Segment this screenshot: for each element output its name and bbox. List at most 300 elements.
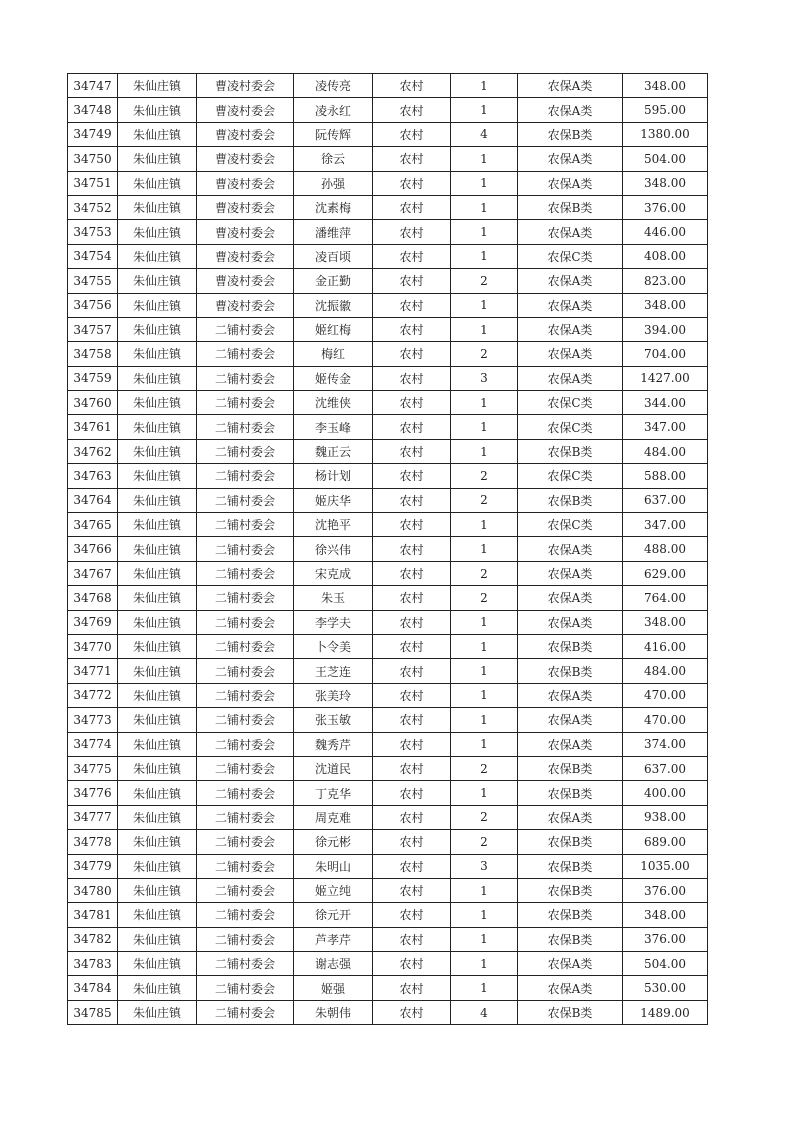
amount-cell: 504.00 (623, 952, 708, 976)
name-cell: 李学夫 (294, 610, 373, 634)
table-row (68, 561, 708, 585)
id-cell: 34760 (68, 391, 118, 415)
category-cell: 农保A类 (518, 537, 623, 561)
name-cell: 沈维侠 (294, 391, 373, 415)
household-type-cell: 农村 (373, 122, 451, 146)
id-cell: 34766 (68, 537, 118, 561)
town-cell: 朱仙庄镇 (118, 415, 197, 439)
household-type-cell: 农村 (373, 683, 451, 707)
table-row (68, 513, 708, 537)
id-cell: 34751 (68, 171, 118, 195)
village-cell: 二铺村委会 (197, 781, 294, 805)
table-row (68, 171, 708, 195)
amount-cell: 408.00 (623, 244, 708, 268)
household-type-cell: 农村 (373, 171, 451, 195)
count-cell: 2 (451, 464, 518, 488)
amount-cell: 637.00 (623, 756, 708, 780)
category-cell: 农保B类 (518, 439, 623, 463)
name-cell: 张美玲 (294, 683, 373, 707)
name-cell: 姬传金 (294, 366, 373, 390)
id-cell: 34770 (68, 634, 118, 658)
village-cell: 二铺村委会 (197, 1000, 294, 1024)
household-type-cell: 农村 (373, 927, 451, 951)
household-type-cell: 农村 (373, 488, 451, 512)
id-cell: 34757 (68, 317, 118, 341)
count-cell: 4 (451, 122, 518, 146)
name-cell: 姬红梅 (294, 317, 373, 341)
count-cell: 1 (451, 74, 518, 98)
count-cell: 1 (451, 659, 518, 683)
count-cell: 1 (451, 683, 518, 707)
name-cell: 周克难 (294, 805, 373, 829)
count-cell: 2 (451, 488, 518, 512)
id-cell: 34779 (68, 854, 118, 878)
household-type-cell: 农村 (373, 878, 451, 902)
table-row (68, 122, 708, 146)
name-cell: 魏秀芹 (294, 732, 373, 756)
category-cell: 农保B类 (518, 634, 623, 658)
category-cell: 农保A类 (518, 98, 623, 122)
town-cell: 朱仙庄镇 (118, 952, 197, 976)
name-cell: 魏正云 (294, 439, 373, 463)
household-type-cell: 农村 (373, 464, 451, 488)
household-type-cell: 农村 (373, 903, 451, 927)
household-type-cell: 农村 (373, 74, 451, 98)
count-cell: 2 (451, 830, 518, 854)
category-cell: 农保B类 (518, 122, 623, 146)
town-cell: 朱仙庄镇 (118, 976, 197, 1000)
village-cell: 二铺村委会 (197, 708, 294, 732)
category-cell: 农保C类 (518, 464, 623, 488)
amount-cell: 689.00 (623, 830, 708, 854)
town-cell: 朱仙庄镇 (118, 220, 197, 244)
id-cell: 34777 (68, 805, 118, 829)
town-cell: 朱仙庄镇 (118, 927, 197, 951)
town-cell: 朱仙庄镇 (118, 244, 197, 268)
count-cell: 1 (451, 98, 518, 122)
household-type-cell: 农村 (373, 537, 451, 561)
town-cell: 朱仙庄镇 (118, 195, 197, 219)
table-row (68, 488, 708, 512)
table-row (68, 830, 708, 854)
amount-cell: 823.00 (623, 269, 708, 293)
village-cell: 曹凌村委会 (197, 122, 294, 146)
amount-cell: 704.00 (623, 342, 708, 366)
amount-cell: 347.00 (623, 415, 708, 439)
category-cell: 农保A类 (518, 74, 623, 98)
category-cell: 农保B类 (518, 903, 623, 927)
name-cell: 凌永红 (294, 98, 373, 122)
name-cell: 徐云 (294, 147, 373, 171)
village-cell: 二铺村委会 (197, 805, 294, 829)
count-cell: 1 (451, 781, 518, 805)
table-row (68, 732, 708, 756)
amount-cell: 446.00 (623, 220, 708, 244)
count-cell: 3 (451, 854, 518, 878)
village-cell: 二铺村委会 (197, 683, 294, 707)
amount-cell: 347.00 (623, 513, 708, 537)
household-type-cell: 农村 (373, 391, 451, 415)
id-cell: 34772 (68, 683, 118, 707)
amount-cell: 504.00 (623, 147, 708, 171)
name-cell: 梅红 (294, 342, 373, 366)
category-cell: 农保B类 (518, 830, 623, 854)
household-type-cell: 农村 (373, 610, 451, 634)
count-cell: 1 (451, 439, 518, 463)
id-cell: 34780 (68, 878, 118, 902)
town-cell: 朱仙庄镇 (118, 439, 197, 463)
name-cell: 沈振徽 (294, 293, 373, 317)
town-cell: 朱仙庄镇 (118, 122, 197, 146)
amount-cell: 484.00 (623, 659, 708, 683)
village-cell: 二铺村委会 (197, 439, 294, 463)
name-cell: 宋克成 (294, 561, 373, 585)
town-cell: 朱仙庄镇 (118, 537, 197, 561)
town-cell: 朱仙庄镇 (118, 147, 197, 171)
category-cell: 农保C类 (518, 513, 623, 537)
count-cell: 4 (451, 1000, 518, 1024)
id-cell: 34773 (68, 708, 118, 732)
id-cell: 34771 (68, 659, 118, 683)
id-cell: 34750 (68, 147, 118, 171)
name-cell: 姬庆华 (294, 488, 373, 512)
table-row (68, 269, 708, 293)
id-cell: 34762 (68, 439, 118, 463)
town-cell: 朱仙庄镇 (118, 634, 197, 658)
name-cell: 徐元彬 (294, 830, 373, 854)
village-cell: 二铺村委会 (197, 976, 294, 1000)
household-type-cell: 农村 (373, 244, 451, 268)
category-cell: 农保A类 (518, 683, 623, 707)
household-type-cell: 农村 (373, 805, 451, 829)
village-cell: 二铺村委会 (197, 342, 294, 366)
household-type-cell: 农村 (373, 439, 451, 463)
household-type-cell: 农村 (373, 513, 451, 537)
household-type-cell: 农村 (373, 952, 451, 976)
table-body (68, 74, 708, 1025)
town-cell: 朱仙庄镇 (118, 732, 197, 756)
town-cell: 朱仙庄镇 (118, 561, 197, 585)
village-cell: 二铺村委会 (197, 610, 294, 634)
household-type-cell: 农村 (373, 756, 451, 780)
amount-cell: 376.00 (623, 878, 708, 902)
household-type-cell: 农村 (373, 342, 451, 366)
name-cell: 潘维萍 (294, 220, 373, 244)
village-cell: 二铺村委会 (197, 317, 294, 341)
id-cell: 34774 (68, 732, 118, 756)
count-cell: 1 (451, 634, 518, 658)
table-row (68, 195, 708, 219)
count-cell: 2 (451, 561, 518, 585)
category-cell: 农保B类 (518, 488, 623, 512)
table-row (68, 244, 708, 268)
village-cell: 曹凌村委会 (197, 293, 294, 317)
table-row (68, 74, 708, 98)
table-row (68, 976, 708, 1000)
category-cell: 农保B类 (518, 854, 623, 878)
table-row (68, 683, 708, 707)
name-cell: 金正勤 (294, 269, 373, 293)
household-type-cell: 农村 (373, 415, 451, 439)
table-row (68, 878, 708, 902)
household-type-cell: 农村 (373, 854, 451, 878)
household-type-cell: 农村 (373, 781, 451, 805)
id-cell: 34761 (68, 415, 118, 439)
table-row (68, 610, 708, 634)
count-cell: 3 (451, 366, 518, 390)
category-cell: 农保C类 (518, 415, 623, 439)
household-type-cell: 农村 (373, 976, 451, 1000)
count-cell: 1 (451, 708, 518, 732)
household-type-cell: 农村 (373, 634, 451, 658)
amount-cell: 348.00 (623, 293, 708, 317)
table-row (68, 464, 708, 488)
id-cell: 34749 (68, 122, 118, 146)
town-cell: 朱仙庄镇 (118, 317, 197, 341)
count-cell: 1 (451, 391, 518, 415)
household-type-cell: 农村 (373, 1000, 451, 1024)
town-cell: 朱仙庄镇 (118, 903, 197, 927)
household-type-cell: 农村 (373, 317, 451, 341)
id-cell: 34769 (68, 610, 118, 634)
table-row (68, 708, 708, 732)
household-type-cell: 农村 (373, 586, 451, 610)
amount-cell: 530.00 (623, 976, 708, 1000)
household-type-cell: 农村 (373, 561, 451, 585)
village-cell: 曹凌村委会 (197, 98, 294, 122)
table-row (68, 903, 708, 927)
village-cell: 曹凌村委会 (197, 220, 294, 244)
count-cell: 1 (451, 732, 518, 756)
town-cell: 朱仙庄镇 (118, 1000, 197, 1024)
table-row (68, 756, 708, 780)
town-cell: 朱仙庄镇 (118, 830, 197, 854)
category-cell: 农保A类 (518, 976, 623, 1000)
town-cell: 朱仙庄镇 (118, 781, 197, 805)
count-cell: 1 (451, 171, 518, 195)
household-type-cell: 农村 (373, 366, 451, 390)
village-cell: 二铺村委会 (197, 927, 294, 951)
village-cell: 二铺村委会 (197, 513, 294, 537)
category-cell: 农保A类 (518, 805, 623, 829)
count-cell: 2 (451, 805, 518, 829)
name-cell: 丁克华 (294, 781, 373, 805)
table-row (68, 1000, 708, 1024)
amount-cell: 376.00 (623, 927, 708, 951)
count-cell: 1 (451, 878, 518, 902)
count-cell: 1 (451, 976, 518, 1000)
amount-cell: 348.00 (623, 610, 708, 634)
insurance-table (67, 73, 708, 1025)
town-cell: 朱仙庄镇 (118, 98, 197, 122)
id-cell: 34785 (68, 1000, 118, 1024)
table-row (68, 293, 708, 317)
table-row (68, 147, 708, 171)
town-cell: 朱仙庄镇 (118, 756, 197, 780)
amount-cell: 348.00 (623, 903, 708, 927)
name-cell: 徐兴伟 (294, 537, 373, 561)
amount-cell: 348.00 (623, 171, 708, 195)
village-cell: 二铺村委会 (197, 854, 294, 878)
count-cell: 1 (451, 293, 518, 317)
name-cell: 朱明山 (294, 854, 373, 878)
id-cell: 34784 (68, 976, 118, 1000)
amount-cell: 374.00 (623, 732, 708, 756)
village-cell: 二铺村委会 (197, 415, 294, 439)
household-type-cell: 农村 (373, 830, 451, 854)
name-cell: 沈艳平 (294, 513, 373, 537)
household-type-cell: 农村 (373, 195, 451, 219)
village-cell: 曹凌村委会 (197, 171, 294, 195)
count-cell: 1 (451, 415, 518, 439)
town-cell: 朱仙庄镇 (118, 366, 197, 390)
village-cell: 曹凌村委会 (197, 74, 294, 98)
village-cell: 二铺村委会 (197, 537, 294, 561)
category-cell: 农保A类 (518, 610, 623, 634)
id-cell: 34776 (68, 781, 118, 805)
name-cell: 姬强 (294, 976, 373, 1000)
name-cell: 谢志强 (294, 952, 373, 976)
count-cell: 2 (451, 586, 518, 610)
category-cell: 农保B类 (518, 878, 623, 902)
count-cell: 1 (451, 147, 518, 171)
count-cell: 1 (451, 195, 518, 219)
category-cell: 农保A类 (518, 586, 623, 610)
table-row (68, 439, 708, 463)
table-row (68, 634, 708, 658)
count-cell: 1 (451, 952, 518, 976)
table-row (68, 659, 708, 683)
category-cell: 农保B类 (518, 756, 623, 780)
town-cell: 朱仙庄镇 (118, 488, 197, 512)
amount-cell: 348.00 (623, 74, 708, 98)
town-cell: 朱仙庄镇 (118, 586, 197, 610)
id-cell: 34783 (68, 952, 118, 976)
village-cell: 二铺村委会 (197, 903, 294, 927)
category-cell: 农保A类 (518, 269, 623, 293)
id-cell: 34758 (68, 342, 118, 366)
id-cell: 34748 (68, 98, 118, 122)
table-row (68, 220, 708, 244)
table-row (68, 805, 708, 829)
village-cell: 二铺村委会 (197, 464, 294, 488)
amount-cell: 764.00 (623, 586, 708, 610)
household-type-cell: 农村 (373, 732, 451, 756)
town-cell: 朱仙庄镇 (118, 659, 197, 683)
name-cell: 沈道民 (294, 756, 373, 780)
id-cell: 34768 (68, 586, 118, 610)
household-type-cell: 农村 (373, 98, 451, 122)
amount-cell: 470.00 (623, 683, 708, 707)
category-cell: 农保B类 (518, 659, 623, 683)
town-cell: 朱仙庄镇 (118, 513, 197, 537)
amount-cell: 1035.00 (623, 854, 708, 878)
id-cell: 34764 (68, 488, 118, 512)
count-cell: 1 (451, 244, 518, 268)
category-cell: 农保B类 (518, 195, 623, 219)
category-cell: 农保A类 (518, 293, 623, 317)
amount-cell: 488.00 (623, 537, 708, 561)
count-cell: 2 (451, 756, 518, 780)
town-cell: 朱仙庄镇 (118, 391, 197, 415)
table-row (68, 586, 708, 610)
town-cell: 朱仙庄镇 (118, 854, 197, 878)
amount-cell: 1489.00 (623, 1000, 708, 1024)
amount-cell: 416.00 (623, 634, 708, 658)
name-cell: 凌百顷 (294, 244, 373, 268)
village-cell: 二铺村委会 (197, 634, 294, 658)
village-cell: 曹凌村委会 (197, 244, 294, 268)
id-cell: 34765 (68, 513, 118, 537)
category-cell: 农保A类 (518, 342, 623, 366)
count-cell: 1 (451, 927, 518, 951)
household-type-cell: 农村 (373, 147, 451, 171)
village-cell: 二铺村委会 (197, 878, 294, 902)
category-cell: 农保A类 (518, 732, 623, 756)
town-cell: 朱仙庄镇 (118, 171, 197, 195)
household-type-cell: 农村 (373, 220, 451, 244)
category-cell: 农保A类 (518, 561, 623, 585)
id-cell: 34782 (68, 927, 118, 951)
name-cell: 李玉峰 (294, 415, 373, 439)
village-cell: 二铺村委会 (197, 586, 294, 610)
amount-cell: 1380.00 (623, 122, 708, 146)
id-cell: 34755 (68, 269, 118, 293)
household-type-cell: 农村 (373, 293, 451, 317)
id-cell: 34763 (68, 464, 118, 488)
id-cell: 34747 (68, 74, 118, 98)
town-cell: 朱仙庄镇 (118, 342, 197, 366)
amount-cell: 400.00 (623, 781, 708, 805)
amount-cell: 629.00 (623, 561, 708, 585)
village-cell: 二铺村委会 (197, 659, 294, 683)
id-cell: 34752 (68, 195, 118, 219)
village-cell: 二铺村委会 (197, 830, 294, 854)
table-row (68, 98, 708, 122)
town-cell: 朱仙庄镇 (118, 708, 197, 732)
id-cell: 34759 (68, 366, 118, 390)
village-cell: 二铺村委会 (197, 561, 294, 585)
amount-cell: 588.00 (623, 464, 708, 488)
category-cell: 农保B类 (518, 927, 623, 951)
town-cell: 朱仙庄镇 (118, 878, 197, 902)
category-cell: 农保B类 (518, 1000, 623, 1024)
amount-cell: 484.00 (623, 439, 708, 463)
count-cell: 2 (451, 342, 518, 366)
category-cell: 农保A类 (518, 171, 623, 195)
village-cell: 二铺村委会 (197, 391, 294, 415)
household-type-cell: 农村 (373, 659, 451, 683)
town-cell: 朱仙庄镇 (118, 269, 197, 293)
name-cell: 杨计划 (294, 464, 373, 488)
count-cell: 1 (451, 220, 518, 244)
category-cell: 农保C类 (518, 244, 623, 268)
amount-cell: 595.00 (623, 98, 708, 122)
id-cell: 34756 (68, 293, 118, 317)
category-cell: 农保A类 (518, 147, 623, 171)
name-cell: 阮传辉 (294, 122, 373, 146)
village-cell: 曹凌村委会 (197, 147, 294, 171)
id-cell: 34754 (68, 244, 118, 268)
amount-cell: 344.00 (623, 391, 708, 415)
category-cell: 农保A类 (518, 366, 623, 390)
amount-cell: 470.00 (623, 708, 708, 732)
category-cell: 农保C类 (518, 391, 623, 415)
table-row (68, 927, 708, 951)
table-row (68, 391, 708, 415)
amount-cell: 938.00 (623, 805, 708, 829)
id-cell: 34781 (68, 903, 118, 927)
